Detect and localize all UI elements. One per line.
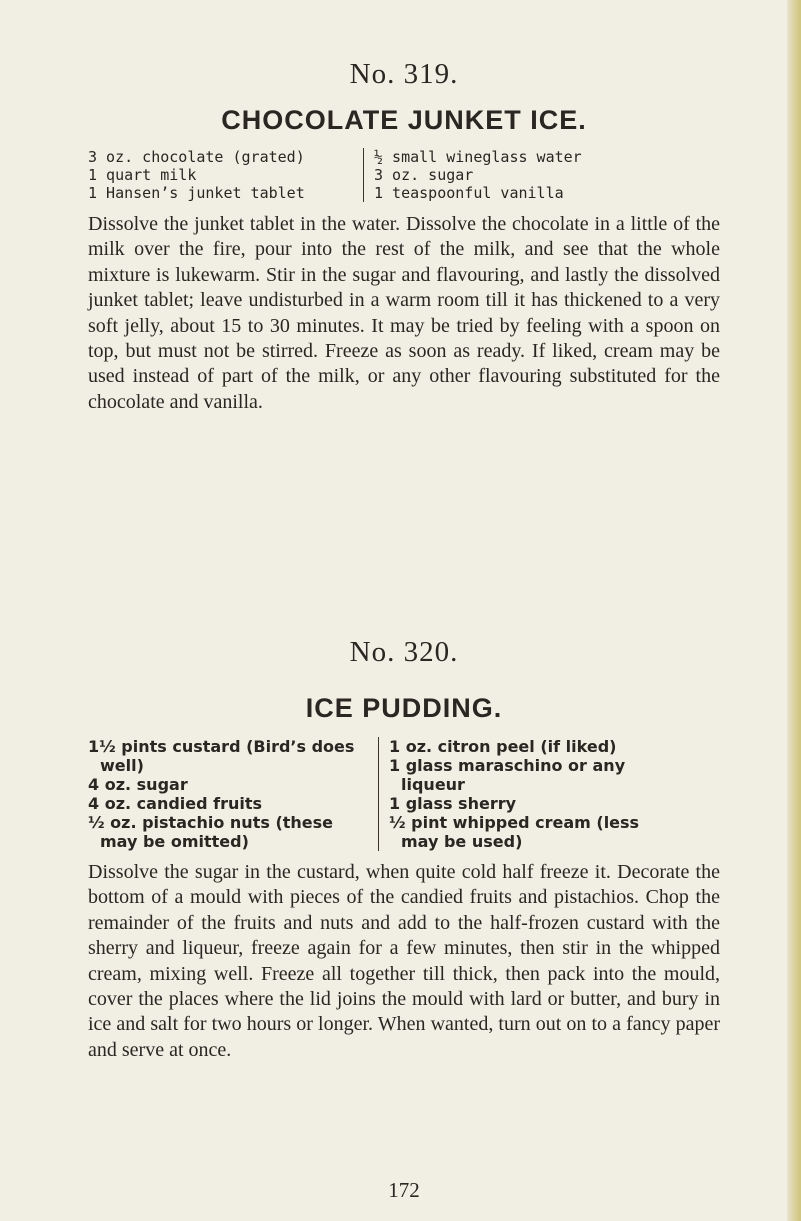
ingredient: 1 teaspoonful vanilla bbox=[374, 184, 564, 202]
ingredients-left-column bbox=[88, 148, 364, 202]
ingredient: 1 quart milk bbox=[88, 166, 197, 184]
method-paragraph: Dissolve the sugar in the custard, when quite cold half freeze it. Decorate the bottom of a mould with pieces of the candied fruits and pistachios. Chop the remainder of the fruits and nuts and add to the half-frozen custard with the sherry and liqueur, freeze again for a few minutes, then stir in the whipped cream, mixing well. Freeze all together till thick, then pack into the mould, cover the places where the lid joins the mould with lard or butter, and bury in ice and salt for two hours or longer. When wanted, turn out on to a fancy paper and serve at once. bbox=[88, 861, 720, 1061]
ingredient: 1 glass maraschino or any bbox=[389, 756, 626, 775]
method-paragraph: Dissolve the junket tablet in the water. Dissolve the chocolate in a little of the milk over the fire, pour into the rest of the milk, and see that the whole mixture is lukewarm. Stir in the sugar and flavouring, and lastly the dissolved junket tablet; leave undisturbed in a warm room till it has thickened to a very soft jelly, about 15 to 30 minutes. It may be tried by feeling with a spoon on top, but must not be stirred. Freeze as soon as ready. If liked, cream may be used instead of part of the milk, or any other flavouring substituted for the chocolate and vanilla. bbox=[88, 213, 720, 413]
recipe-number: No. 319. bbox=[349, 58, 459, 90]
ingredient: 1½ pints custard (Bird’s does bbox=[88, 737, 355, 756]
ingredient: may be used) bbox=[401, 832, 523, 851]
ingredient: 3 oz. sugar bbox=[374, 166, 474, 184]
ingredient: 1 glass sherry bbox=[389, 794, 517, 813]
ingredient: 4 oz. sugar bbox=[88, 775, 188, 794]
ingredients-right-column bbox=[364, 148, 582, 202]
recipe-method bbox=[88, 212, 720, 415]
ingredients-left-column bbox=[88, 737, 379, 851]
ingredient: ½ oz. pistachio nuts (these bbox=[88, 813, 334, 832]
recipe-title: CHOCOLATE JUNKET ICE. bbox=[221, 105, 587, 135]
ingredient: well) bbox=[100, 756, 144, 775]
ingredient: ½ pint whipped cream (less bbox=[389, 813, 640, 832]
ingredient: may be omitted) bbox=[100, 832, 249, 851]
ingredient: 1 oz. citron peel (if liked) bbox=[389, 737, 617, 756]
ingredient: 1 Hansen’s junket tablet bbox=[88, 184, 305, 202]
ingredient: ½ small wineglass water bbox=[374, 148, 582, 166]
ingredient: liqueur bbox=[401, 775, 465, 794]
recipe-method bbox=[88, 860, 720, 1063]
recipe-number: No. 320. bbox=[349, 636, 459, 668]
ingredient: 4 oz. candied fruits bbox=[88, 794, 263, 813]
ingredients-table bbox=[88, 148, 720, 202]
recipe-title: ICE PUDDING. bbox=[305, 693, 503, 723]
page-number: 172 bbox=[388, 1178, 420, 1202]
ingredients-table bbox=[88, 737, 720, 851]
ingredient: 3 oz. chocolate (grated) bbox=[88, 148, 305, 166]
page-edge bbox=[787, 0, 801, 1221]
ingredients-right-column bbox=[379, 737, 639, 851]
